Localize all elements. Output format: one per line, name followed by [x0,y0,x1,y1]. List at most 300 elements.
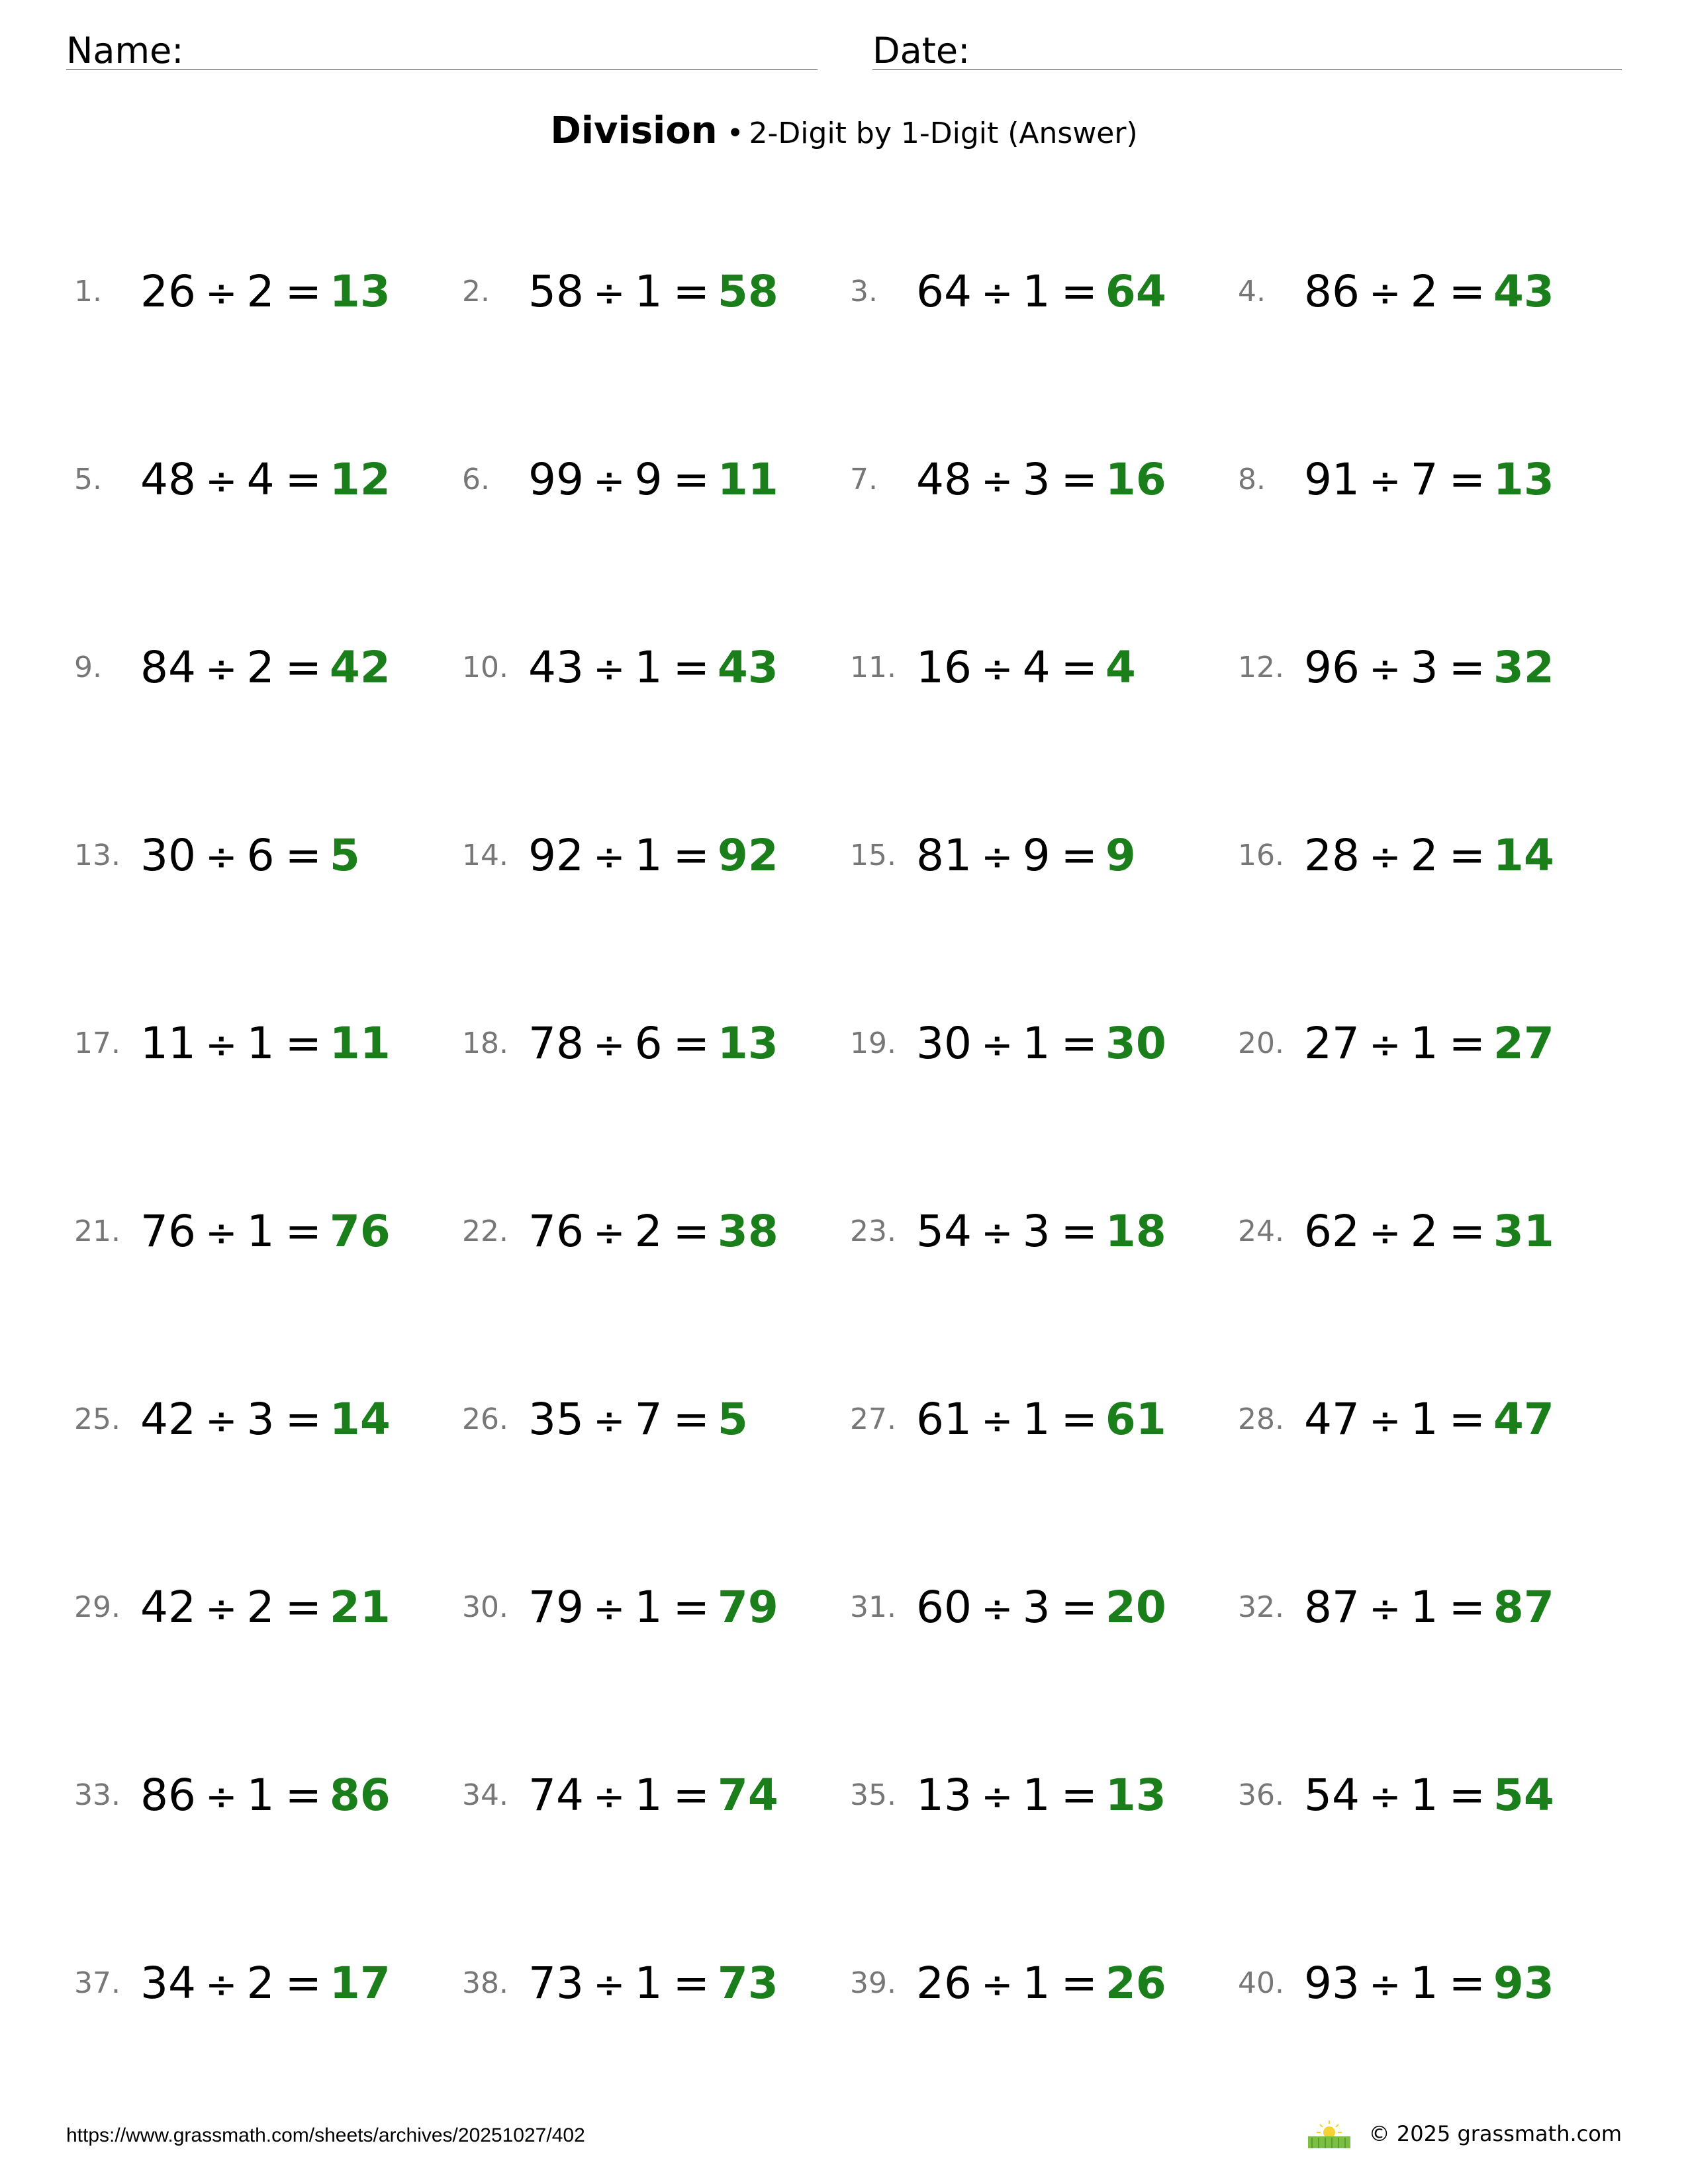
problem-number: 13. [74,838,120,872]
divisor: 3 [1022,1205,1051,1257]
equals-sign: = [673,265,710,317]
answer: 74 [717,1769,778,1821]
answer: 86 [329,1769,391,1821]
problem-item [74,1013,391,1073]
problem-expression [528,454,718,505]
equals-sign: = [285,265,322,317]
problem-expression [916,830,1105,881]
problem-item [1238,637,1554,697]
answer: 5 [329,829,360,881]
answer: 76 [329,1205,391,1257]
divisor: 2 [246,1957,275,2009]
dividend: 54 [1304,1769,1360,1821]
divisor: 1 [634,1581,663,1633]
problem-expression [528,1770,718,1821]
equals-sign: = [1060,1017,1098,1069]
division-sign: ÷ [980,458,1013,504]
problem-expression [1304,1394,1493,1445]
division-sign: ÷ [980,1022,1013,1068]
divisor: 2 [246,265,275,317]
answer: 61 [1105,1393,1166,1445]
problem-number: 30. [462,1590,508,1624]
problem-item [850,1953,1166,2013]
equals-sign: = [1448,1393,1485,1445]
division-sign: ÷ [592,1962,626,2007]
problem-expression [916,454,1105,505]
answer: 9 [1105,829,1136,881]
equals-sign: = [673,829,710,881]
divisor: 2 [1410,265,1438,317]
equals-sign: = [673,1017,710,1069]
answer: 18 [1105,1205,1166,1257]
problem-number: 4. [1238,274,1266,308]
footer-url[interactable]: https://www.grassmath.com/sheets/archives/20251027/402 [66,2124,585,2146]
divisor: 3 [1410,641,1438,693]
dividend: 73 [528,1957,584,2009]
divisor: 1 [634,1957,663,2009]
problem-number: 11. [850,650,896,684]
division-sign: ÷ [205,458,238,504]
grass-sun-logo-icon [1305,2118,1353,2150]
title-main: Division [550,109,718,152]
division-sign: ÷ [1368,1774,1401,1819]
problem-expression [528,642,718,693]
divisor: 6 [634,1017,663,1069]
problem-item [462,1577,778,1637]
answer: 5 [717,1393,748,1445]
answer: 42 [329,641,391,693]
division-sign: ÷ [205,1398,238,1443]
division-sign: ÷ [592,834,626,880]
division-sign: ÷ [980,646,1013,692]
equals-sign: = [1448,1957,1485,2009]
division-sign: ÷ [1368,458,1401,504]
problem-expression [916,1770,1105,1821]
problem-item [1238,1013,1554,1073]
division-sign: ÷ [592,1398,626,1443]
equals-sign: = [1060,1581,1098,1633]
dividend: 26 [916,1957,972,2009]
problem-item [1238,1577,1554,1637]
problem-number: 37. [74,1966,120,2000]
dividend: 48 [140,453,196,505]
problem-item [850,1013,1166,1073]
copyright-text: © 2025 grassmath.com [1368,2121,1622,2146]
problem-number: 26. [462,1402,508,1436]
problem-number: 19. [850,1026,896,1060]
divisor: 3 [1022,1581,1051,1633]
division-sign: ÷ [1368,270,1401,316]
problem-item [850,449,1166,509]
problem-number: 40. [1238,1966,1284,2000]
problem-expression [916,1582,1105,1633]
equals-sign: = [285,641,322,693]
equals-sign: = [673,1957,710,2009]
problem-item [1238,1765,1554,1825]
problem-item [850,1577,1166,1637]
dividend: 58 [528,265,584,317]
problem-expression [1304,1958,1493,2009]
answer: 13 [1105,1769,1166,1821]
answer: 13 [329,265,391,317]
division-sign: ÷ [205,834,238,880]
problem-expression [916,1018,1105,1069]
divisor: 1 [1410,1393,1438,1445]
problem-expression [140,1958,330,2009]
equals-sign: = [1060,1769,1098,1821]
division-sign: ÷ [980,1210,1013,1255]
answer: 87 [1493,1581,1554,1633]
division-sign: ÷ [1368,1210,1401,1255]
dividend: 61 [916,1393,972,1445]
divisor: 4 [1022,641,1051,693]
problem-item [74,1765,391,1825]
problem-item [850,1201,1166,1261]
answer: 16 [1105,453,1166,505]
problem-item [850,1765,1166,1825]
problem-item [462,1765,778,1825]
problem-item [462,825,778,885]
division-sign: ÷ [592,1022,626,1068]
divisor: 1 [634,641,663,693]
dividend: 48 [916,453,972,505]
dividend: 27 [1304,1017,1360,1069]
divisor: 4 [246,453,275,505]
division-sign: ÷ [205,1962,238,2007]
problem-item [1238,1389,1554,1449]
answer: 17 [329,1957,391,2009]
equals-sign: = [1060,1393,1098,1445]
problem-number: 27. [850,1402,896,1436]
dividend: 47 [1304,1393,1360,1445]
answer: 4 [1105,641,1136,693]
answer: 54 [1493,1769,1554,1821]
equals-sign: = [1060,1957,1098,2009]
equals-sign: = [1060,265,1098,317]
division-sign: ÷ [205,1022,238,1068]
equals-sign: = [673,1769,710,1821]
divisor: 6 [246,829,275,881]
equals-sign: = [285,829,322,881]
answer: 73 [717,1957,778,2009]
equals-sign: = [1448,1205,1485,1257]
problem-item [850,1389,1166,1449]
division-sign: ÷ [980,270,1013,316]
problem-item [850,637,1136,697]
problem-number: 23. [850,1214,896,1248]
divisor: 7 [1410,453,1438,505]
dividend: 93 [1304,1957,1360,2009]
problem-expression [140,266,330,317]
problem-number: 39. [850,1966,896,2000]
dividend: 86 [140,1769,196,1821]
answer: 11 [717,453,778,505]
problem-item [74,825,360,885]
answer: 64 [1105,265,1166,317]
dividend: 60 [916,1581,972,1633]
problem-expression [1304,1770,1493,1821]
problem-expression [916,1206,1105,1257]
divisor: 2 [1410,1205,1438,1257]
divisor: 2 [1410,829,1438,881]
problem-number: 28. [1238,1402,1284,1436]
problem-number: 16. [1238,838,1284,872]
problem-expression [1304,1206,1493,1257]
division-sign: ÷ [592,270,626,316]
equals-sign: = [1060,829,1098,881]
title-subtitle: 2-Digit by 1-Digit (Answer) [749,116,1138,150]
divisor: 1 [1410,1957,1438,2009]
divisor: 1 [634,265,663,317]
problem-number: 9. [74,650,102,684]
problem-expression [140,830,330,881]
problem-expression [140,1582,330,1633]
problem-expression [1304,454,1493,505]
division-sign: ÷ [1368,1962,1401,2007]
problem-number: 31. [850,1590,896,1624]
problem-number: 7. [850,462,878,496]
problem-number: 33. [74,1778,120,1812]
equals-sign: = [1448,1769,1485,1821]
dividend: 79 [528,1581,584,1633]
divisor: 1 [634,829,663,881]
division-sign: ÷ [592,1210,626,1255]
equals-sign: = [285,1205,322,1257]
answer: 13 [717,1017,778,1069]
dividend: 43 [528,641,584,693]
division-sign: ÷ [980,1398,1013,1443]
problem-number: 24. [1238,1214,1284,1248]
dividend: 16 [916,641,972,693]
answer: 58 [717,265,778,317]
answer: 21 [329,1581,391,1633]
dividend: 81 [916,829,972,881]
division-sign: ÷ [592,1774,626,1819]
problem-item [462,637,778,697]
dividend: 96 [1304,641,1360,693]
problem-expression [916,1394,1105,1445]
equals-sign: = [285,1957,322,2009]
dividend: 28 [1304,829,1360,881]
problem-expression [1304,1018,1493,1069]
dividend: 26 [140,265,196,317]
problem-expression [916,642,1105,693]
answer: 31 [1493,1205,1554,1257]
equals-sign: = [285,1769,322,1821]
divisor: 1 [1022,265,1051,317]
problem-item [462,1201,778,1261]
divisor: 2 [246,641,275,693]
problem-expression [1304,830,1493,881]
problem-expression [140,1206,330,1257]
answer: 38 [717,1205,778,1257]
dividend: 42 [140,1581,196,1633]
problem-item [1238,449,1554,509]
problem-item [74,1389,391,1449]
dividend: 76 [528,1205,584,1257]
equals-sign: = [673,1581,710,1633]
problem-number: 18. [462,1026,508,1060]
answer: 43 [1493,265,1554,317]
problem-number: 20. [1238,1026,1284,1060]
division-sign: ÷ [980,1586,1013,1631]
answer: 27 [1493,1017,1554,1069]
division-sign: ÷ [1368,834,1401,880]
equals-sign: = [1448,1581,1485,1633]
divisor: 2 [246,1581,275,1633]
equals-sign: = [1448,265,1485,317]
dividend: 13 [916,1769,972,1821]
problem-number: 25. [74,1402,120,1436]
division-sign: ÷ [592,646,626,692]
answer: 32 [1493,641,1554,693]
problem-item [850,261,1166,321]
equals-sign: = [673,641,710,693]
title-bullet: • [726,116,744,150]
problem-item [462,1953,778,2013]
problem-expression [140,1394,330,1445]
answer: 14 [329,1393,391,1445]
divisor: 9 [1022,829,1051,881]
problem-expression [528,1582,718,1633]
name-label: Name: [66,30,184,71]
equals-sign: = [1448,1017,1485,1069]
problem-item [74,1577,391,1637]
dividend: 86 [1304,265,1360,317]
dividend: 78 [528,1017,584,1069]
problem-number: 6. [462,462,490,496]
equals-sign: = [285,1581,322,1633]
dividend: 35 [528,1393,584,1445]
problem-expression [916,266,1105,317]
problem-expression [528,1394,718,1445]
division-sign: ÷ [980,834,1013,880]
answer: 13 [1493,453,1554,505]
problem-item [1238,825,1554,885]
date-label: Date: [872,30,970,71]
footer-brand [1305,2118,1622,2150]
divisor: 1 [1410,1769,1438,1821]
divisor: 9 [634,453,663,505]
division-sign: ÷ [205,1774,238,1819]
divisor: 2 [634,1205,663,1257]
problem-item [74,1953,391,2013]
divisor: 1 [1410,1017,1438,1069]
answer: 26 [1105,1957,1166,2009]
division-sign: ÷ [980,1774,1013,1819]
problem-number: 21. [74,1214,120,1248]
problem-number: 35. [850,1778,896,1812]
equals-sign: = [285,1393,322,1445]
divisor: 1 [246,1769,275,1821]
problem-number: 38. [462,1966,508,2000]
problem-item [74,261,391,321]
problem-expression [140,454,330,505]
problem-expression [140,1770,330,1821]
answer: 30 [1105,1017,1166,1069]
dividend: 87 [1304,1581,1360,1633]
dividend: 91 [1304,453,1360,505]
answer: 20 [1105,1581,1166,1633]
dividend: 92 [528,829,584,881]
answer: 43 [717,641,778,693]
dividend: 99 [528,453,584,505]
problem-number: 34. [462,1778,508,1812]
answer: 14 [1493,829,1554,881]
problem-number: 22. [462,1214,508,1248]
problem-number: 32. [1238,1590,1284,1624]
dividend: 30 [916,1017,972,1069]
divisor: 1 [1022,1393,1051,1445]
dividend: 74 [528,1769,584,1821]
dividend: 62 [1304,1205,1360,1257]
problem-expression [528,1958,718,2009]
problem-item [850,825,1136,885]
division-sign: ÷ [1368,1586,1401,1631]
problem-item [1238,1953,1554,2013]
answer: 11 [329,1017,391,1069]
dividend: 42 [140,1393,196,1445]
answer: 92 [717,829,778,881]
division-sign: ÷ [592,1586,626,1631]
problem-number: 12. [1238,650,1284,684]
equals-sign: = [1448,829,1485,881]
problem-item [1238,1201,1554,1261]
equals-sign: = [1060,641,1098,693]
division-sign: ÷ [205,270,238,316]
division-sign: ÷ [205,1586,238,1631]
division-sign: ÷ [1368,646,1401,692]
problem-expression [140,1018,330,1069]
problem-item [74,1201,391,1261]
division-sign: ÷ [205,1210,238,1255]
problem-item [74,637,391,697]
problem-item [462,261,778,321]
problem-expression [916,1958,1105,2009]
dividend: 11 [140,1017,196,1069]
problem-expression [528,830,718,881]
problem-number: 2. [462,274,490,308]
equals-sign: = [673,453,710,505]
equals-sign: = [285,453,322,505]
problem-expression [528,266,718,317]
division-sign: ÷ [592,458,626,504]
answer: 47 [1493,1393,1554,1445]
divisor: 3 [246,1393,275,1445]
equals-sign: = [1448,453,1485,505]
problem-number: 3. [850,274,878,308]
divisor: 7 [634,1393,663,1445]
problem-number: 29. [74,1590,120,1624]
divisor: 1 [634,1769,663,1821]
problem-item [462,1013,778,1073]
divisor: 1 [1022,1017,1051,1069]
dividend: 34 [140,1957,196,2009]
problem-expression [528,1018,718,1069]
dividend: 84 [140,641,196,693]
answer: 93 [1493,1957,1554,2009]
problem-number: 14. [462,838,508,872]
problem-number: 10. [462,650,508,684]
divisor: 1 [1022,1769,1051,1821]
equals-sign: = [1060,453,1098,505]
divisor: 1 [246,1205,275,1257]
equals-sign: = [285,1017,322,1069]
division-sign: ÷ [1368,1022,1401,1068]
problem-item [462,449,778,509]
problem-number: 17. [74,1026,120,1060]
equals-sign: = [1448,641,1485,693]
